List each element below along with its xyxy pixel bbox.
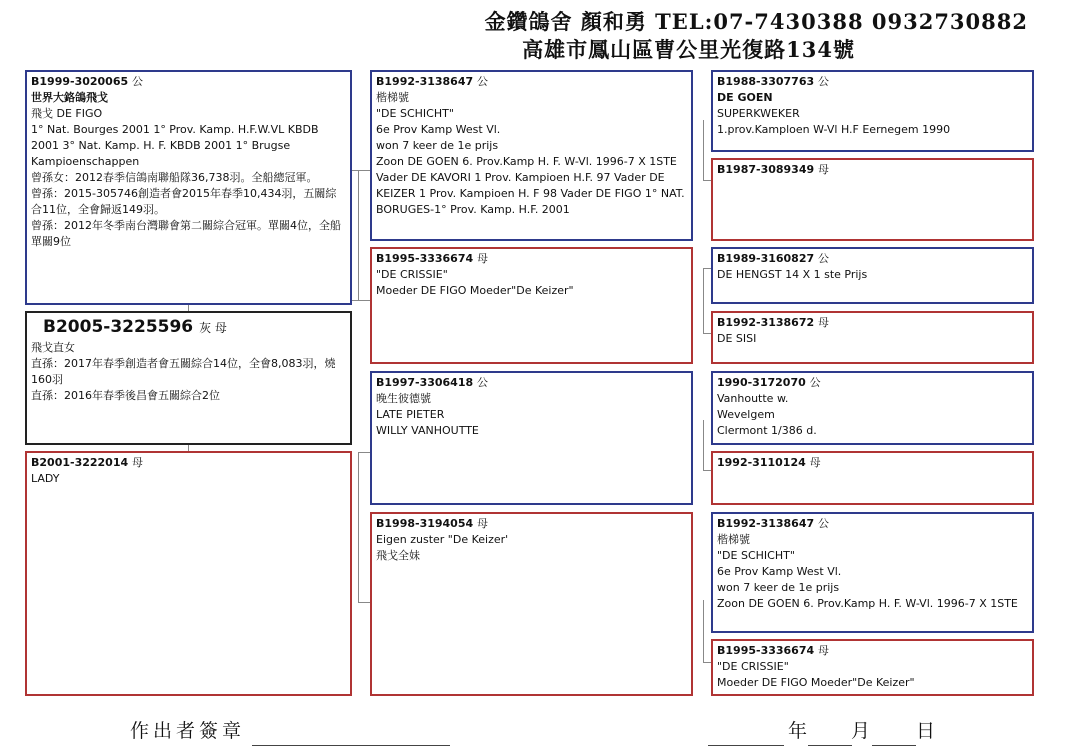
dss-card: 1990-3172070 公 Vanhoutte w. Wevelgem Clermont 1/386 d.	[711, 371, 1034, 445]
subject-card: B2005-3225596 灰 母 飛戈直女 直孫：2017年春季創造者會五關綜合14位，全會8,083羽，燒160羽 直孫：2016年春季後昌會五關綜合2位	[25, 311, 352, 445]
year-line	[708, 745, 784, 746]
signature-line	[252, 745, 450, 746]
ssd-card	[711, 158, 1034, 241]
connector-line	[703, 662, 711, 663]
pedigree-ring-id: 1990-3172070 公	[717, 376, 821, 389]
day-line	[872, 745, 916, 746]
pedigree-ring-id: B2001-3222014 母	[31, 456, 143, 469]
pedigree-ring-id: B1992-3138647 公	[717, 517, 829, 530]
pedigree-ring-id: B1998-3194054 母	[376, 517, 488, 530]
connector-line	[703, 180, 711, 181]
connector-line	[352, 300, 370, 301]
pedigree-ring-id: B1987-3089349 母	[717, 163, 829, 176]
sdd-card: B1992-3138672 母 DE SISI	[711, 311, 1034, 364]
day-label: 日	[916, 720, 940, 742]
pedigree-ring-id: 1992-3110124 母	[717, 456, 821, 469]
dam-sire-card: B1997-3306418 公 晚生彼德號 LATE PIETER WILLY VANHOUTTE	[370, 371, 693, 505]
breeder-address: 高雄市鳳山區曹公里光復路134號	[522, 37, 855, 62]
dam-card: B2001-3222014 母 LADY	[25, 451, 352, 696]
month-label: 月	[851, 720, 875, 742]
pedigree-ring-id: B1997-3306418 公	[376, 376, 488, 389]
connector-line	[703, 268, 711, 269]
connector-line	[703, 600, 704, 662]
dsd-card	[711, 451, 1034, 505]
connector-line	[703, 268, 704, 333]
pedigree-ring-id: B2005-3225596 灰 母	[43, 317, 227, 337]
sire-dam-card: B1995-3336674 母 "DE CRISSIE" Moeder DE FIGO Moeder"De Keizer"	[370, 247, 693, 364]
pedigree-ring-id: B1999-3020065 公	[31, 75, 143, 88]
year-label: 年	[788, 720, 812, 742]
connector-line	[358, 452, 370, 453]
breeder-contact: 金鑽鴿舍 顏和勇 TEL:07-7430388 0932730882	[484, 9, 1028, 34]
pedigree-ring-id: B1988-3307763 公	[717, 75, 829, 88]
pigeon-name: 世界大鉻鴿飛戈	[31, 91, 108, 104]
dam-dam-card: B1998-3194054 母 Eigen zuster "De Keizer' 飛戈全妹	[370, 512, 693, 696]
sss-card: B1988-3307763 公 DE GOEN SUPERKWEKER 1.prov.Kamploen W-Vl H.F Eernegem 1990	[711, 70, 1034, 152]
connector-line	[358, 452, 359, 602]
connector-line	[703, 120, 704, 180]
month-line	[808, 745, 852, 746]
signature-label: 作出者簽章	[130, 720, 246, 742]
connector-line	[703, 333, 711, 334]
connector-line	[188, 445, 189, 451]
connector-line	[188, 305, 189, 311]
sire-sire-card: B1992-3138647 公 楷梯號 "DE SCHICHT" 6e Prov Kamp West Vl. won 7 keer de 1e prijs Zoon DE GOEN 6. Prov.Kamp H. F. W-Vl. 1996-7 X 1STE Vader DE KAVORI 1 Prov. Kampioen H.F. 97 Vader DE KEIZER 1 Prov. Kampioen H. F 98 Vader DE FIGO 1° NAT. BORUGES-1° Prov. Kamp. H.F. 2001	[370, 70, 693, 241]
pedigree-ring-id: B1995-3336674 母	[717, 644, 829, 657]
sds-card: B1989-3160827 公 DE HENGST 14 X 1 ste Prijs	[711, 247, 1034, 304]
sire-card: B1999-3020065 公 世界大鉻鴿飛戈 飛戈 DE FIGO 1° Nat. Bourges 2001 1° Prov. Kamp. H.F.W.VL KBDB 2001 3° Nat. Kamp. H. F. KBDB 2001 1° Brugse Kampioenschappen 曾孫女：2012春季信鴿南聯船隊36,738羽。全船總冠軍。 曾孫：2015-305746創造者會2015年春季10,434羽，五關綜合11位，全會歸返149羽。 曾孫：2012年冬季南台灣聯會第二關綜合冠軍。單關4位，全船單關9位	[25, 70, 352, 305]
connector-line	[358, 602, 370, 603]
pedigree-ring-id: B1992-3138672 母	[717, 316, 829, 329]
pigeon-name: DE GOEN	[717, 91, 773, 104]
connector-line	[352, 170, 370, 171]
pedigree-ring-id: B1992-3138647 公	[376, 75, 488, 88]
pedigree-ring-id: B1995-3336674 母	[376, 252, 488, 265]
ddd-card: B1995-3336674 母 "DE CRISSIE" Moeder DE FIGO Moeder"De Keizer"	[711, 639, 1034, 696]
dds-card: B1992-3138647 公 楷梯號 "DE SCHICHT" 6e Prov Kamp West Vl. won 7 keer de 1e prijs Zoon DE GOEN 6. Prov.Kamp H. F. W-Vl. 1996-7 X 1STE	[711, 512, 1034, 633]
pedigree-ring-id: B1989-3160827 公	[717, 252, 829, 265]
connector-line	[703, 420, 704, 470]
connector-line	[703, 470, 711, 471]
connector-line	[358, 170, 359, 300]
